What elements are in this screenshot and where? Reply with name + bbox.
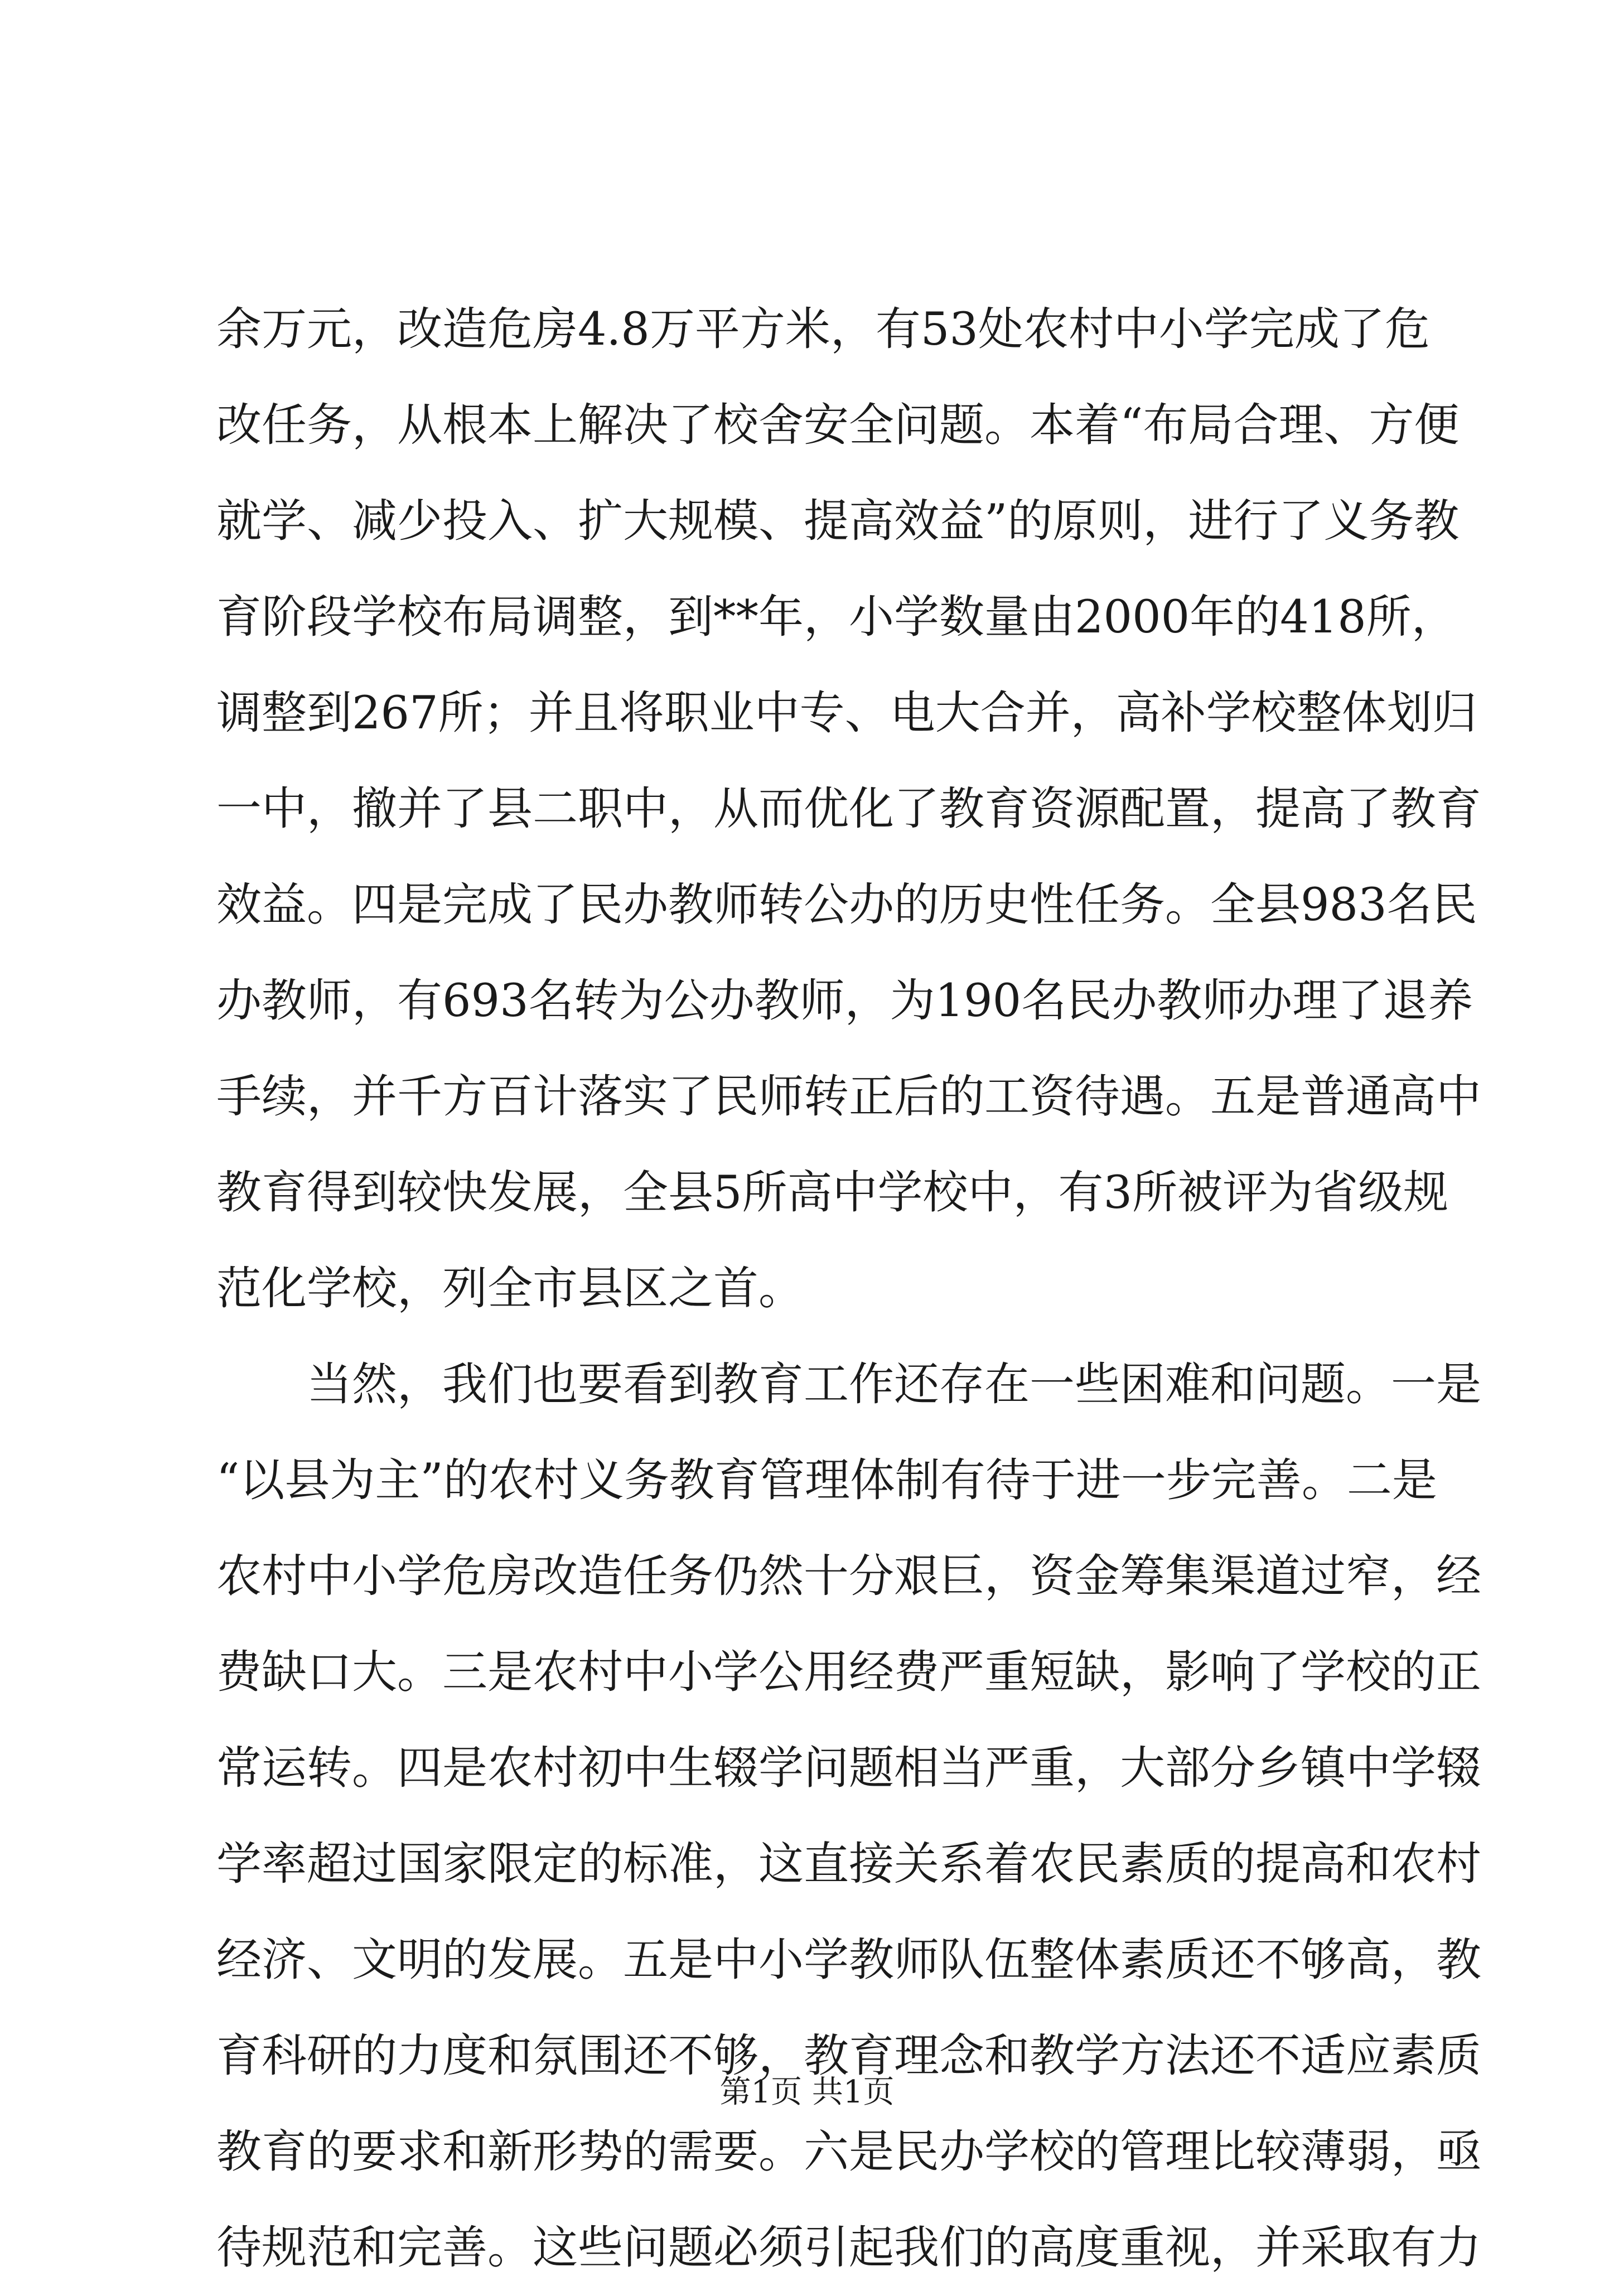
paragraph-2-line: 经济、文明的发展。五是中小学教师队伍整体素质还不够高，教: [216, 1934, 1482, 1986]
document-body: [216, 282, 1482, 2296]
paragraph-1-line: 范化学校，列全市县区之首。: [216, 1263, 804, 1315]
paragraph-1-line: 效益。四是完成了民办教师转公办的历史性任务。全县983名民: [216, 879, 1477, 931]
paragraph-2-line: 育科研的力度和氛围还不够，教育理念和教学方法还不适应素质: [216, 2030, 1482, 2082]
paragraph-2-line: 农村中小学危房改造任务仍然十分艰巨，资金筹集渠道过窄，经: [216, 1550, 1482, 1603]
paragraph-2-line: 当然，我们也要看到教育工作还存在一些困难和问题。一是: [307, 1359, 1482, 1411]
paragraph-2-line: 待规范和完善。这些问题必须引起我们的高度重视，并采取有力: [216, 2222, 1482, 2274]
paragraph-1-line: 一中，撤并了县二职中，从而优化了教育资源配置，提高了教育: [216, 783, 1482, 835]
page-number-footer: 第1页 共1页: [719, 2074, 895, 2110]
paragraph-1-line: 教育得到较快发展，全县5所高中学校中，有3所被评为省级规: [216, 1167, 1449, 1219]
paragraph-2-line: 教育的要求和新形势的需要。六是民办学校的管理比较薄弱，亟: [216, 2126, 1482, 2178]
paragraph-1-line: 余万元，改造危房4.8万平方米，有53处农村中小学完成了危: [216, 303, 1430, 356]
paragraph-1-line: 办教师，有693名转为公办教师，为190名民办教师办理了退养: [216, 975, 1473, 1027]
paragraph-1-line: 调整到267所；并且将职业中专、电大合并，高补学校整体划归: [216, 687, 1477, 739]
paragraph-1-line: 改任务，从根本上解决了校舍安全问题。本着“布局合理、方便: [216, 399, 1460, 452]
paragraph-1-line: 就学、减少投入、扩大规模、提高效益”的原则，进行了义务教: [216, 495, 1460, 548]
paragraph-2-line: 学率超过国家限定的标准，这直接关系着农民素质的提高和农村: [216, 1838, 1482, 1891]
paragraph-1-line: 育阶段学校布局调整，到**年，小学数量由2000年的418所，: [216, 591, 1457, 644]
paragraph-2-line: “以县为主”的农村义务教育管理体制有待于进一步完善。二是: [216, 1454, 1437, 1507]
paragraph-2-line: 费缺口大。三是农村中小学公用经费严重短缺，影响了学校的正: [216, 1646, 1482, 1699]
paragraph-2-line: 常运转。四是农村初中生辍学问题相当严重，大部分乡镇中学辍: [216, 1742, 1482, 1795]
paragraph-1-line: 手续，并千方百计落实了民师转正后的工资待遇。五是普通高中: [216, 1071, 1482, 1123]
